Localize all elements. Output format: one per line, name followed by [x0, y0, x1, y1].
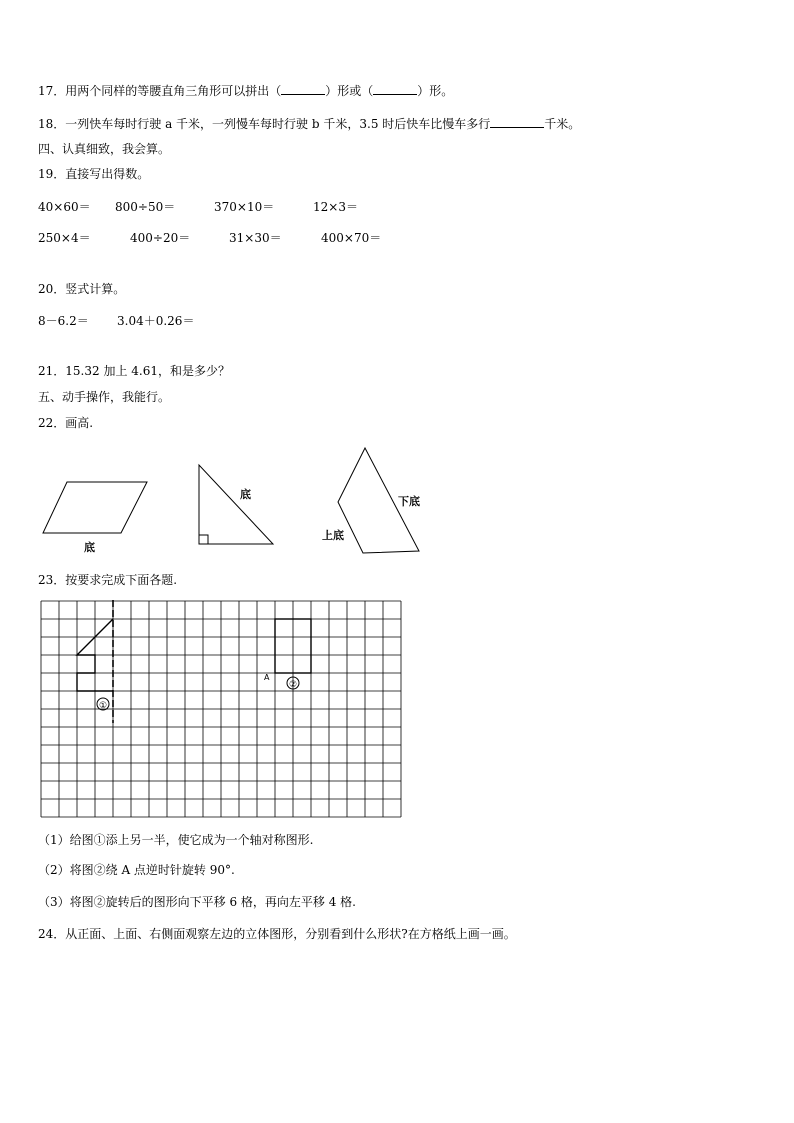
section-5-heading: 五、动手操作，我能行。 — [38, 390, 171, 404]
parallelogram-base-label: 底 — [84, 541, 95, 554]
figure-2-label: ② — [288, 680, 298, 690]
q23-sub-2: （2）将图②绕 A 点逆时针旋转 90°. — [38, 863, 235, 877]
figure-1-label: ① — [98, 701, 108, 711]
q19-item: 12×3＝ — [313, 200, 358, 214]
trapezoid-lower-base-label: 下底 — [398, 495, 420, 508]
q17-text-post: ）形。 — [417, 84, 454, 98]
q17-text-mid: ）形或（ — [325, 84, 374, 98]
q19-item: 250×4＝ — [38, 231, 91, 245]
trapezoid-upper-base-label: 上底 — [322, 529, 344, 542]
q18-text-post: 千米。 — [544, 117, 581, 131]
question-21: 21．15.32 加上 4.61，和是多少？ — [38, 364, 230, 378]
q17-text-pre: 17．用两个同样的等腰直角三角形可以拼出（ — [38, 84, 282, 98]
q20-item: 3.04＋0.26＝ — [117, 314, 195, 328]
question-24: 24．从正面、上面、右侧面观察左边的立体图形，分别看到什么形状?在方格纸上画一画。 — [38, 927, 516, 941]
q19-item: 400÷20＝ — [130, 231, 191, 245]
q23-sub-1: （1）给图①添上另一半，使它成为一个轴对称图形. — [38, 833, 314, 847]
grid-lines — [41, 601, 401, 817]
q18-text-pre: 18．一列快车每时行驶 a 千米，一列慢车每时行驶 b 千米，3.5 时后快车比慢车多行 — [38, 117, 491, 131]
triangle-base-label: 底 — [240, 488, 251, 501]
point-a-label: A — [264, 673, 270, 682]
q20-item: 8－6.2＝ — [38, 314, 89, 328]
question-22-title: 22．画高. — [38, 416, 94, 430]
q19-item: 400×70＝ — [321, 231, 382, 245]
question-19-title: 19．直接写出得数。 — [38, 167, 150, 181]
q19-item: 800÷50＝ — [115, 200, 176, 214]
q19-item: 40×60＝ — [38, 200, 91, 214]
question-23-title: 23．按要求完成下面各题. — [38, 573, 178, 587]
question-20-title: 20．竖式计算。 — [38, 282, 126, 296]
q19-item: 31×30＝ — [229, 231, 282, 245]
q23-sub-3: （3）将图②旋转后的图形向下平移 6 格，再向左平移 4 格. — [38, 895, 356, 909]
section-4-heading: 四、认真细致，我会算。 — [38, 142, 171, 156]
q19-item: 370×10＝ — [214, 200, 275, 214]
